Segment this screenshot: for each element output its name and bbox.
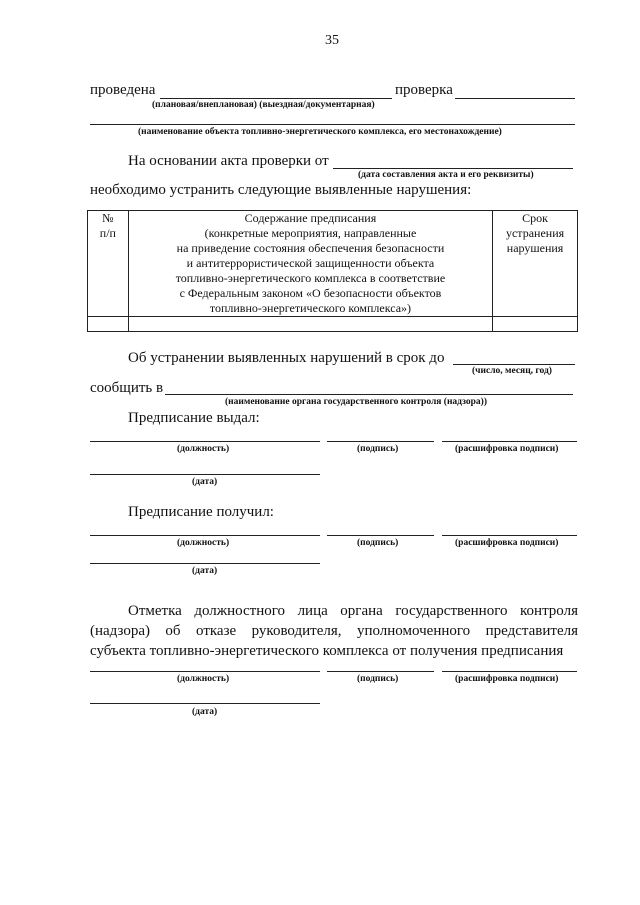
col-term-line: Срок [522,211,548,225]
table-cell[interactable] [493,317,578,332]
report-text: Об устранении выявленных нарушений в срок до [128,350,445,366]
issued-date-field[interactable] [90,474,320,475]
deadline-date-hint: (число, месяц, год) [472,366,552,376]
issued-position-field[interactable] [90,441,320,442]
deadline-date-field[interactable] [453,364,575,365]
table-cell[interactable] [88,317,129,332]
page-number: 35 [325,33,339,48]
refusal-line-2: (надзора) об отказе руководителя, уполномоченного представителя [90,623,578,639]
refusal-signature-field[interactable] [327,671,434,672]
col-number-header [88,211,129,317]
issued-signature-field[interactable] [327,441,434,442]
inspection-type-hint: (плановая/внеплановая) (выездная/документарная) [152,100,375,110]
received-position-field[interactable] [90,535,320,536]
violations-table [87,210,578,332]
basis-text: На основании акта проверки от [128,153,329,169]
issued-signature-hint: (подпись) [357,444,399,454]
table-header-row [88,211,578,317]
col-number-line: п/п [99,226,116,240]
refusal-line-3: субъекта топливно-энергетического комплекса от получения предписания [90,643,564,659]
col-content-line: и антитеррористической защищенности объекта [186,256,435,270]
inspection-label: проверка [395,82,453,98]
inspection-type-field[interactable] [160,98,392,99]
issued-decoding-hint: (расшифровка подписи) [455,444,559,454]
refusal-decoding-field[interactable] [442,671,577,672]
col-content-line: (конкретные мероприятия, направленные [204,226,417,240]
received-decoding-hint: (расшифровка подписи) [455,538,559,548]
refusal-signature-hint: (подпись) [357,674,399,684]
col-term-line: нарушения [506,241,564,255]
table-row[interactable] [88,317,578,332]
issued-date-hint: (дата) [192,477,218,487]
table-cell[interactable] [128,317,492,332]
object-name-hint: (наименование объекта топливно-энергетического комплекса, его местонахождение) [138,127,502,137]
col-content-line: Содержание предписания [244,211,377,225]
col-content-line: топливно-энергетического комплекса») [209,301,412,315]
refusal-position-hint: (должность) [177,674,230,684]
control-organ-hint: (наименование органа государственного контроля (надзора)) [225,397,487,407]
issued-decoding-field[interactable] [442,441,577,442]
received-title: Предписание получил: [128,504,274,520]
control-organ-field[interactable] [165,394,573,395]
received-date-hint: (дата) [192,566,218,576]
col-term-line: устранения [505,226,565,240]
conducted-label: проведена [90,82,156,98]
received-decoding-field[interactable] [442,535,577,536]
received-signature-field[interactable] [327,535,434,536]
col-term-header [493,211,578,317]
act-date-field[interactable] [333,168,573,169]
received-signature-hint: (подпись) [357,538,399,548]
received-date-field[interactable] [90,563,320,564]
issued-title: Предписание выдал: [128,410,260,426]
col-content-line: топливно-энергетического комплекса в соответствие [175,271,446,285]
inspection-kind-field[interactable] [455,98,575,99]
object-name-field[interactable] [90,124,575,125]
violations-intro: необходимо устранить следующие выявленные нарушения: [90,182,472,198]
act-date-hint: (дата составления акта и его реквизиты) [358,170,534,180]
col-content-header [128,211,492,317]
inform-label: сообщить в [90,380,164,396]
refusal-decoding-hint: (расшифровка подписи) [455,674,559,684]
refusal-line-1: Отметка должностного лица органа государственного контроля [128,603,578,619]
col-content-line: на приведение состояния обеспечения безопасности [176,241,445,255]
col-content-line: с Федеральным законом «О безопасности объектов [179,286,442,300]
received-position-hint: (должность) [177,538,230,548]
refusal-date-field[interactable] [90,703,320,704]
refusal-date-hint: (дата) [192,707,218,717]
refusal-position-field[interactable] [90,671,320,672]
col-number-line: № [102,211,114,225]
issued-position-hint: (должность) [177,444,230,454]
